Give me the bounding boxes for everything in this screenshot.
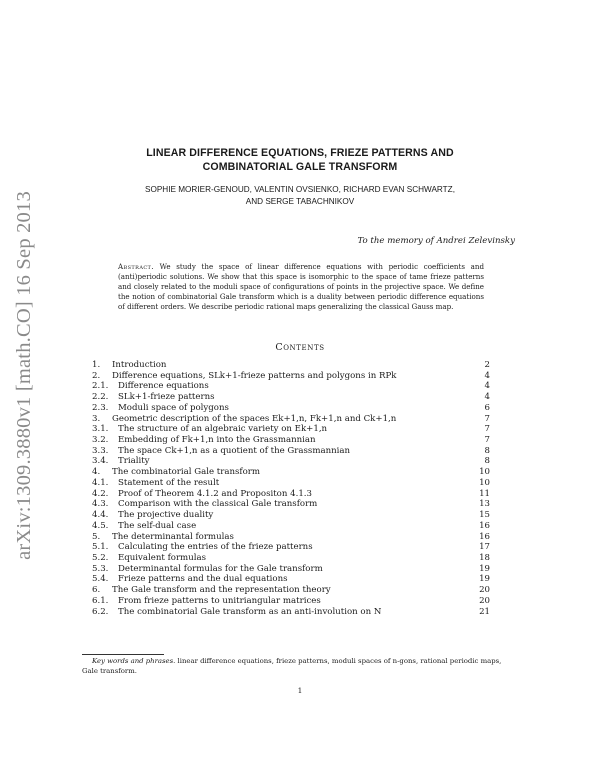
toc-entry-number: 6.2. [92,606,109,617]
toc-entry-page: 21 [479,606,490,617]
toc-entry-page: 19 [479,563,490,574]
toc-entry-main [92,381,209,392]
toc-entry-page: 2 [484,360,490,370]
toc-entry-title: The space Ck+1,n as a quotient of the Grassmannian [118,445,351,456]
toc-entry-title: The determinantal formulas [112,531,234,542]
toc-entry[interactable] [92,585,490,596]
table-of-contents [92,360,490,617]
footnote-keywords-label: Key words and phrases. [92,657,176,665]
title-line-1: LINEAR DIFFERENCE EQUATIONS, FRIEZE PATTERNS AND [146,147,454,159]
toc-entry-main [92,521,196,532]
toc-entry-main [92,574,288,585]
title-line-2: COMBINATORIAL GALE TRANSFORM [202,161,398,173]
toc-entry-number: 4.1. [92,477,109,488]
toc-entry-title: Introduction [112,360,167,370]
contents-heading: Contents [275,342,325,353]
abstract-label: Abstract. [118,262,154,271]
toc-entry-main [92,456,150,467]
arxiv-stamp-text: arXiv:1309.3880v1 [math.CO] 16 Sep 2013 [12,190,35,560]
toc-entry-main [92,553,206,564]
toc-entry-number: 5.4. [92,574,109,585]
toc-entry-page: 4 [484,370,490,381]
toc-entry-title: Geometric description of the spaces Ek+1,n, Fk+1,n and Ck+1,n [112,413,397,424]
toc-entry[interactable] [92,499,490,510]
toc-entry[interactable] [92,596,490,607]
toc-entry-number: 1. [92,360,101,370]
toc-entry-title: Comparison with the classical Gale transform [118,499,318,510]
toc-entry-page: 17 [479,542,490,553]
toc-entry[interactable] [92,478,490,489]
author-list [90,184,510,208]
toc-entry-number: 6.1. [92,595,109,606]
toc-entry[interactable] [92,553,490,564]
toc-entry-page: 16 [479,520,490,531]
toc-entry-number: 2.3. [92,402,109,413]
toc-entry-title: The combinatorial Gale transform [112,467,261,478]
toc-entry-main [92,360,166,371]
toc-entry-page: 20 [479,595,490,606]
toc-entry[interactable] [92,371,490,382]
toc-entry-page: 6 [484,402,490,413]
toc-entry-main [92,371,396,382]
footnote-text: linear difference equations, frieze patterns, moduli spaces of n-gons, rational periodic maps, Gale transform. [82,657,502,675]
toc-entry[interactable] [92,542,490,553]
toc-entry[interactable] [92,532,490,543]
toc-entry-main [92,478,219,489]
toc-entry-main [92,424,327,435]
toc-entry[interactable] [92,510,490,521]
toc-entry-number: 3.1. [92,424,109,435]
abstract [118,262,484,312]
toc-entry-title: From frieze patterns to unitriangular matrices [118,595,321,606]
toc-entry-page: 4 [484,392,490,403]
toc-entry-page: 7 [484,424,490,435]
toc-entry[interactable] [92,467,490,478]
toc-entry-main [92,499,317,510]
toc-entry-title: Calculating the entries of the frieze patterns [118,542,313,553]
toc-entry[interactable] [92,446,490,457]
toc-entry-page: 11 [479,488,490,499]
toc-entry-main [92,607,381,618]
toc-entry-number: 4.2. [92,488,109,499]
toc-entry[interactable] [92,564,490,575]
toc-entry[interactable] [92,521,490,532]
toc-entry-main [92,564,323,575]
toc-entry-page: 13 [479,499,490,510]
toc-entry-title: Difference equations, SLk+1-frieze patterns and polygons in RPk [112,370,397,381]
toc-entry-main [92,414,396,425]
toc-entry-main [92,392,215,403]
toc-entry-number: 4.3. [92,499,109,510]
toc-entry-number: 2. [92,370,101,381]
toc-entry-main [92,446,350,457]
toc-entry-number: 2.1. [92,381,109,392]
toc-entry-main [92,467,260,478]
toc-entry[interactable] [92,607,490,618]
toc-entry-title: Equivalent formulas [118,552,207,563]
toc-entry-title: Difference equations [118,381,209,392]
toc-entry-number: 4.4. [92,510,109,521]
toc-entry-main [92,489,312,500]
paper-title [90,146,510,174]
toc-entry[interactable] [92,360,490,371]
toc-entry-page: 16 [479,531,490,542]
footnote-rule [82,654,164,655]
toc-entry-number: 3.2. [92,435,109,446]
toc-entry-number: 6. [92,585,101,596]
dedication: To the memory of Andrei Zelevinsky [357,236,515,246]
toc-entry-number: 5. [92,531,101,542]
toc-entry-title: The structure of an algebraic variety on Ek+1,n [118,424,328,435]
toc-entry-title: Triality [118,456,150,467]
toc-entry-main [92,403,229,414]
toc-entry-page: 19 [479,574,490,585]
authors-line-2: AND SERGE TABACHNIKOV [245,197,355,206]
toc-entry-number: 3.3. [92,445,109,456]
abstract-text: We study the space of linear difference equations with periodic coefficients and (anti)periodic solutions. We show that this space is isomorphic to the space of tame frieze patterns and closely related to the moduli space of configurations of points in the projective space. We define the notion of combinatorial Gale transform which is a duality between periodic difference equations of different orders. We describe periodic rational maps generalizing the classical Gauss map. [118,262,484,311]
toc-entry-page: 4 [484,381,490,392]
toc-entry-page: 20 [479,585,490,596]
toc-entry-main [92,532,234,543]
toc-entry-title: The self-dual case [118,520,197,531]
toc-entry-page: 15 [479,510,490,521]
toc-entry-main [92,585,331,596]
toc-entry-main [92,510,213,521]
toc-entry-title: Embedding of Fk+1,n into the Grassmannian [118,435,316,446]
page-number: 1 [297,686,303,695]
toc-entry-title: SLk+1-frieze patterns [118,392,215,403]
toc-entry-page: 8 [484,445,490,456]
toc-entry-number: 3.4. [92,456,109,467]
toc-entry-number: 4. [92,467,101,478]
toc-entry[interactable] [92,381,490,392]
toc-entry-page: 10 [479,477,490,488]
toc-entry-main [92,596,321,607]
toc-entry-title: Proof of Theorem 4.1.2 and Propositon 4.1.3 [118,488,312,499]
toc-entry[interactable] [92,574,490,585]
toc-entry[interactable] [92,392,490,403]
toc-entry-page: 7 [484,435,490,446]
toc-entry-number: 3. [92,413,101,424]
toc-entry-title: The projective duality [118,510,214,521]
toc-entry[interactable] [92,489,490,500]
toc-entry[interactable] [92,424,490,435]
authors-line-1: SOPHIE MORIER-GENOUD, VALENTIN OVSIENKO, RICHARD EVAN SCHWARTZ, [145,185,455,194]
footnote [82,657,518,676]
toc-entry-main [92,542,313,553]
toc-entry-title: Determinantal formulas for the Gale transform [118,563,323,574]
toc-entry-number: 5.3. [92,563,109,574]
toc-entry-main [92,435,316,446]
toc-entry-title: The combinatorial Gale transform as an anti-involution on N [118,606,382,617]
arxiv-stamp [4,180,44,570]
toc-entry-number: 5.1. [92,542,109,553]
toc-entry-page: 10 [479,467,490,478]
toc-entry-page: 8 [484,456,490,467]
toc-entry-number: 4.5. [92,520,109,531]
toc-entry-number: 2.2. [92,392,109,403]
toc-entry[interactable] [92,435,490,446]
toc-entry-title: Moduli space of polygons [118,402,229,413]
toc-entry[interactable] [92,456,490,467]
toc-entry-title: Statement of the result [118,477,220,488]
toc-entry-title: Frieze patterns and the dual equations [118,574,288,585]
toc-entry-page: 7 [484,413,490,424]
toc-entry[interactable] [92,414,490,425]
toc-entry-title: The Gale transform and the representation theory [112,585,331,596]
toc-entry[interactable] [92,403,490,414]
toc-entry-page: 18 [479,552,490,563]
toc-entry-number: 5.2. [92,552,109,563]
